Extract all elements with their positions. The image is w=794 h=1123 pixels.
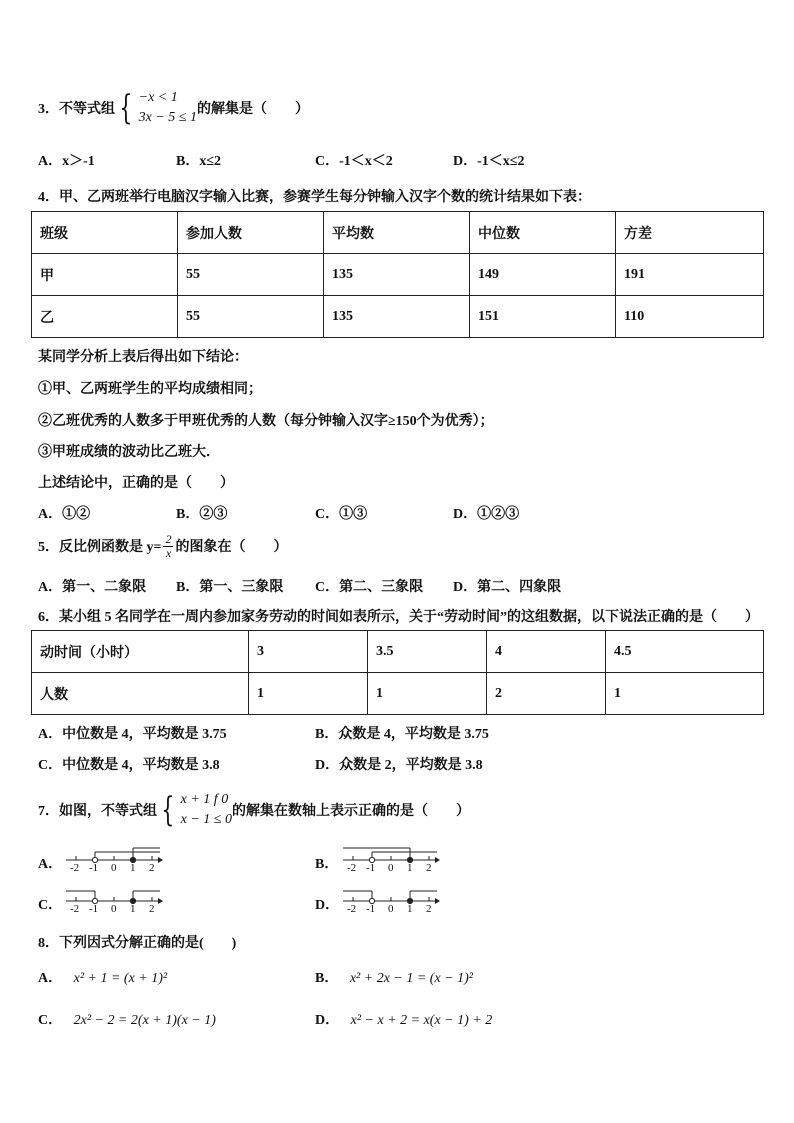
table-header-cell: 方差 xyxy=(616,212,764,254)
q4-question: 上述结论中，正确的是（ ） xyxy=(38,476,234,491)
brace-icon: { xyxy=(119,88,133,128)
q7-inequality-system xyxy=(157,790,232,830)
q3-sys-row1: −x < 1 xyxy=(138,90,178,105)
q4-conclusion-2: ②乙班优秀的人数多于甲班优秀的人数（每分钟输入汉字≥150个为优秀）； xyxy=(38,414,494,429)
table-header-cell: 平均数 xyxy=(324,212,470,254)
q3-option-a[interactable]: A．x＞-1 xyxy=(38,154,95,169)
table-cell: 甲 xyxy=(32,254,178,296)
table-cell: 乙 xyxy=(32,296,178,338)
table-row xyxy=(32,673,764,715)
q7-sys-row2: x − 1 ≤ 0 xyxy=(180,812,232,827)
q3-option-c[interactable]: C．-1＜x＜2 xyxy=(315,154,393,169)
q6-option-d[interactable]: D．众数是 2，平均数是 3.8 xyxy=(315,758,483,773)
q3-option-d[interactable]: D．-1＜x≤2 xyxy=(453,154,525,169)
q7-option-c[interactable] xyxy=(38,893,168,927)
q3-option-b[interactable]: B．x≤2 xyxy=(176,154,222,169)
table-cell: 110 xyxy=(616,296,764,338)
table-header-cell: 中位数 xyxy=(470,212,616,254)
q8-option-b-expr: x² + 2x − 1 = (x − 1)² xyxy=(349,971,473,986)
q8-stem: 8．下列因式分解正确的是( ) xyxy=(38,936,237,951)
q5-option-a[interactable]: A．第一、二象限 xyxy=(38,580,147,595)
q5-stem-suffix: 的图象在（ ） xyxy=(175,540,288,555)
table-cell: 1 xyxy=(368,673,487,715)
q4-stem: 4．甲、乙两班举行电脑汉字输入比赛，参赛学生每分钟输入汉字个数的统计结果如下表： xyxy=(38,190,591,205)
table-header-cell: 参加人数 xyxy=(178,212,324,254)
table-cell: 1 xyxy=(606,673,764,715)
table-cell: 人数 xyxy=(32,673,249,715)
q8-option-c-expr: 2x² − 2 = 2(x + 1)(x − 1) xyxy=(73,1013,216,1028)
axis-tick-labels: -2 -1 0 1 2 xyxy=(70,903,155,915)
q5-stem xyxy=(38,529,287,563)
q7-stem-prefix: 7．如图，不等式组 xyxy=(38,804,157,819)
axis-tick-labels: -2 -1 0 1 2 xyxy=(347,862,432,874)
axis-tick-labels: -2 -1 0 1 2 xyxy=(347,903,432,915)
q4-conclusion-1: ①甲、乙两班学生的平均成绩相同； xyxy=(38,382,262,397)
q8-option-a-label: A． xyxy=(38,971,63,986)
table-cell: 2 xyxy=(487,673,606,715)
q8-option-c[interactable] xyxy=(38,1009,216,1029)
q4-score-table xyxy=(31,211,764,338)
q7-option-c-label: C． xyxy=(38,898,63,913)
table-cell: 135 xyxy=(324,254,470,296)
table-cell: 4 xyxy=(487,631,606,673)
q3-stem-suffix: 的解集是（ ） xyxy=(197,102,309,117)
table-cell: 4.5 xyxy=(606,631,764,673)
q5-option-d[interactable]: D．第二、四象限 xyxy=(453,580,562,595)
q6-labor-time-table xyxy=(31,630,764,715)
q3-stem xyxy=(38,88,309,128)
q3-sys-row2: 3x − 5 ≤ 1 xyxy=(138,110,197,125)
q5-frac-denominator: x xyxy=(165,545,172,560)
brace-icon: { xyxy=(161,790,175,830)
table-cell: 135 xyxy=(324,296,470,338)
table-cell: 149 xyxy=(470,254,616,296)
q6-option-b[interactable]: B．众数是 4，平均数是 3.75 xyxy=(315,727,489,742)
q5-option-b[interactable]: B．第一、三象限 xyxy=(176,580,284,595)
q7-option-d[interactable] xyxy=(315,893,445,927)
q5-frac-numerator: 2 xyxy=(165,531,172,546)
q8-option-b[interactable] xyxy=(315,967,473,987)
q7-sys-row1: x + 1 f 0 xyxy=(180,792,229,807)
table-row xyxy=(32,631,764,673)
table-row xyxy=(32,254,764,296)
table-row xyxy=(32,296,764,338)
q8-option-c-label: C． xyxy=(38,1013,63,1028)
q3-stem-prefix: 3．不等式组 xyxy=(38,102,115,117)
table-header-cell: 班级 xyxy=(32,212,178,254)
q8-option-d[interactable] xyxy=(315,1009,492,1029)
q7-option-b-label: B． xyxy=(315,857,339,872)
q4-option-d[interactable]: D．①②③ xyxy=(453,507,520,522)
q6-stem: 6．某小组 5 名同学在一周内参加家务劳动的时间如表所示，关于“劳动时间”的这组数据，以下说法正确的是（ ） xyxy=(38,610,759,625)
q8-option-d-expr: x² − x + 2 = x(x − 1) + 2 xyxy=(350,1013,493,1028)
q5-option-c[interactable]: C．第二、三象限 xyxy=(315,580,424,595)
q5-fraction xyxy=(163,533,173,560)
q6-option-c[interactable]: C．中位数是 4，平均数是 3.8 xyxy=(38,758,220,773)
q7-option-a[interactable] xyxy=(38,852,168,886)
q4-option-a[interactable]: A．①② xyxy=(38,507,91,522)
q8-option-a[interactable] xyxy=(38,967,167,987)
q7-stem xyxy=(38,788,470,832)
table-cell: 3 xyxy=(249,631,368,673)
q7-option-a-label: A． xyxy=(38,857,63,872)
table-cell: 55 xyxy=(178,296,324,338)
q4-option-b[interactable]: B．②③ xyxy=(176,507,228,522)
q4-analysis: 某同学分析上表后得出如下结论： xyxy=(38,350,248,365)
table-cell: 191 xyxy=(616,254,764,296)
table-cell: 151 xyxy=(470,296,616,338)
q3-inequality-system xyxy=(115,88,197,128)
q4-conclusion-3: ③甲班成绩的波动比乙班大． xyxy=(38,445,220,460)
table-cell: 动时间（小时） xyxy=(32,631,249,673)
table-cell: 55 xyxy=(178,254,324,296)
q7-stem-suffix: 的解集在数轴上表示正确的是（ ） xyxy=(232,804,470,819)
q5-stem-prefix: 5．反比例函数是 y= xyxy=(38,540,162,555)
q8-option-b-label: B． xyxy=(315,971,339,986)
q4-option-c[interactable]: C．①③ xyxy=(315,507,368,522)
q7-option-d-label: D． xyxy=(315,898,340,913)
table-cell: 1 xyxy=(249,673,368,715)
table-header-row xyxy=(32,212,764,254)
q8-option-d-label: D． xyxy=(315,1013,340,1028)
q7-option-b[interactable] xyxy=(315,852,445,886)
table-cell: 3.5 xyxy=(368,631,487,673)
q6-option-a[interactable]: A．中位数是 4，平均数是 3.75 xyxy=(38,727,227,742)
axis-tick-labels: -2 -1 0 1 2 xyxy=(70,862,155,874)
q8-option-a-expr: x² + 1 = (x + 1)² xyxy=(73,971,168,986)
